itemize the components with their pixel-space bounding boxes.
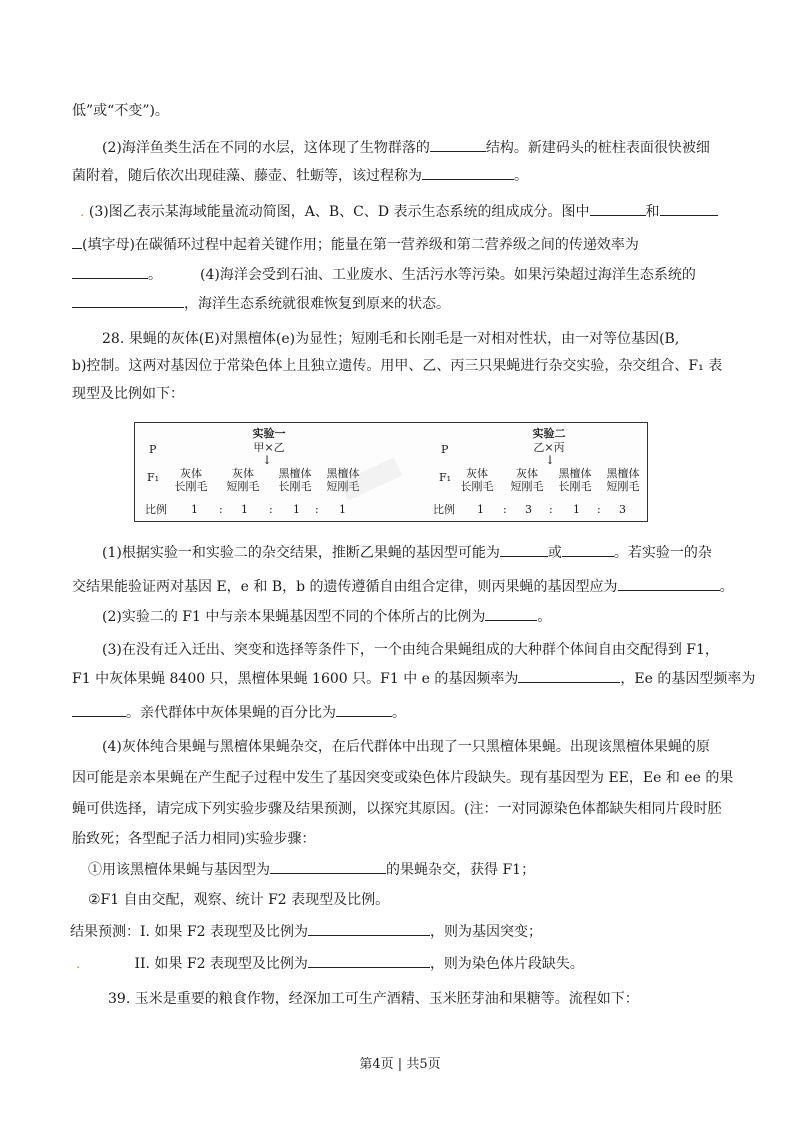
exp2-ratio: 1: [573, 503, 580, 516]
text-line: 菌附着，随后依次出现硅藻、藤壶、牡蛎等，该过程称为 。: [72, 165, 740, 186]
answer-blank[interactable]: [336, 702, 392, 717]
exp2-p-label: P: [441, 443, 449, 456]
answer-blank[interactable]: [660, 201, 718, 216]
question-28-stem: 28. 果蝇的灰体(E)对黑檀体(e)为显性；短刚毛和长刚毛是一对相对性状，由一对等位基因(B,: [102, 331, 680, 347]
text-line: (填字母)在碳循环过程中起着关键作用；能量在第一营养级和第二营养级之间的传递效率为: [72, 234, 740, 255]
answer-blank[interactable]: [500, 542, 548, 557]
text-line: 蝇可供选择，请完成下列实验步骤及结果预测，以探究其原因。(注：一对同源染色体都缺失相同片段时胚: [72, 801, 722, 817]
exp1-ratio: 1: [339, 503, 346, 516]
text-line: ，海洋生态系统就很难恢复到原来的状态。: [72, 293, 740, 314]
exp2-cross: 乙×丙: [533, 441, 565, 454]
exp1-phenotype: 黑檀体 长刚毛: [278, 467, 312, 493]
text-line: (2)实验二的 F1 中与亲本果蝇基因型不同的个体所占的比例为 。: [102, 606, 740, 627]
exp1-cross: 甲×乙: [253, 441, 285, 454]
answer-blank[interactable]: [422, 165, 514, 180]
text-line: (4)灰体纯合果蝇与黑檀体果蝇杂交，在后代群体中出现了一只黑檀体果蝇。出现该黑檀体果蝇的原: [102, 739, 710, 755]
answer-blank[interactable]: [270, 859, 386, 874]
exp1-phenotype: 灰体 长刚毛: [174, 467, 208, 493]
answer-blank[interactable]: [518, 668, 620, 683]
exp1-f1-label: F₁: [147, 471, 160, 484]
exp1-ratio-label: 比例: [145, 503, 167, 516]
exp1-phenotype: 黑檀体 短刚毛: [326, 467, 360, 493]
text-line: 低”或“不变”)。: [72, 103, 169, 119]
answer-blank[interactable]: [485, 606, 537, 621]
text-line: 胎致死；各型配子活力相同)实验步骤：: [72, 831, 316, 847]
question-39-stem: 39. 玉米是重要的粮食作物，经深加工可生产酒精、玉米胚芽油和果糖等。流程如下：: [108, 991, 639, 1007]
exp1-ratio: 1: [191, 503, 198, 516]
text-line: 。亲代群体中灰体果蝇的百分比为 。: [72, 702, 740, 723]
arrow-down-icon: ↓: [262, 453, 273, 467]
text-line: 因可能是亲本果蝇在产生配子过程中发生了基因突变或染色体片段缺失。现有基因型为 EE，Ee 和 ee 的果: [72, 770, 734, 786]
exp1-ratio: :: [219, 503, 223, 516]
exp2-ratio: 3: [525, 503, 532, 516]
exp1-ratio: :: [315, 503, 319, 516]
text-line: 结果预测：I. 如果 F2 表现型及比例为 ，则为基因突变；: [70, 921, 738, 942]
exp1-ratio: 1: [293, 503, 300, 516]
exp2-ratio: 1: [477, 503, 484, 516]
text-line: ②F1 自由交配，观察、统计 F2 表现型及比例。: [88, 892, 390, 908]
page-number-footer: 第4页 | 共5页: [359, 1057, 441, 1072]
exp2-ratio: :: [549, 503, 553, 516]
cross-experiment-table: [134, 422, 648, 522]
exp1-ratio: 1: [241, 503, 248, 516]
exp2-ratio: :: [597, 503, 601, 516]
answer-blank[interactable]: [72, 293, 184, 308]
exp2-ratio: :: [503, 503, 507, 516]
text-line: (2)海洋鱼类生活在不同的水层，这体现了生物群落的 结构。新建码头的桩柱表面很快被细: [102, 137, 740, 158]
text-line: (3)在没有迁入迁出、突变和选择等条件下，一个由纯合果蝇组成的大种群个体间自由交配得到 F1，: [102, 642, 719, 658]
text-line: . (3)图乙表示某海域能量流动简图，A、B、C、D 表示生态系统的组成成分。图中 和: [80, 201, 748, 222]
answer-blank[interactable]: [430, 137, 486, 152]
exp2-phenotype: 灰体 长刚毛: [460, 467, 494, 493]
answer-blank[interactable]: [72, 264, 148, 279]
text-line: . II. 如果 F2 表现型及比例为 ，则为染色体片段缺失。: [76, 953, 744, 974]
exp1-ratio: :: [269, 503, 273, 516]
answer-blank[interactable]: [308, 921, 430, 936]
answer-blank[interactable]: [72, 234, 82, 249]
text-line: 交结果能验证两对基因 E，e 和 B，b 的遗传遵循自由组合定律，则丙果蝇的基因型应为 。: [72, 576, 740, 597]
arrow-down-icon: ↓: [545, 453, 556, 467]
watermark-smudge: [340, 457, 403, 500]
text-line: b)控制。这两对基因位于常染色体上且独立遗传。用甲、乙、丙三只果蝇进行杂交实验，杂交组合、F₁ 表: [72, 358, 723, 374]
exp2-ratio-label: 比例: [433, 503, 455, 516]
text-line: F1 中灰体果蝇 8400 只，黑檀体果蝇 1600 只。F1 中 e 的基因频率为 ，Ee 的基因型频率为: [72, 668, 740, 689]
answer-blank[interactable]: [308, 953, 430, 968]
exp2-ratio: 3: [619, 503, 626, 516]
exp1-phenotype: 灰体 短刚毛: [226, 467, 260, 493]
exp2-phenotype: 黑檀体 短刚毛: [606, 467, 640, 493]
answer-blank[interactable]: [590, 201, 646, 216]
text-line: 现型及比例如下：: [72, 386, 184, 402]
exp2-phenotype: 黑檀体 长刚毛: [558, 467, 592, 493]
exp2-phenotype: 灰体 短刚毛: [510, 467, 544, 493]
text-line: (1)根据实验一和实验二的杂交结果，推断乙果蝇的基因型可能为 或 。若实验一的杂: [102, 542, 740, 563]
exp2-f1-label: F₁: [439, 471, 452, 484]
answer-blank[interactable]: [618, 576, 720, 591]
answer-blank[interactable]: [72, 702, 126, 717]
exp1-p-label: P: [149, 443, 157, 456]
text-line: 。 (4)海洋会受到石油、工业废水、生活污水等污染。如果污染超过海洋生态系统的: [72, 264, 740, 285]
text-line: ①用该黑檀体果蝇与基因型为 的果蝇杂交，获得 F1；: [88, 859, 756, 880]
answer-blank[interactable]: [562, 542, 614, 557]
exp2-title: 实验二: [532, 427, 566, 440]
exp1-title: 实验一: [252, 427, 286, 440]
